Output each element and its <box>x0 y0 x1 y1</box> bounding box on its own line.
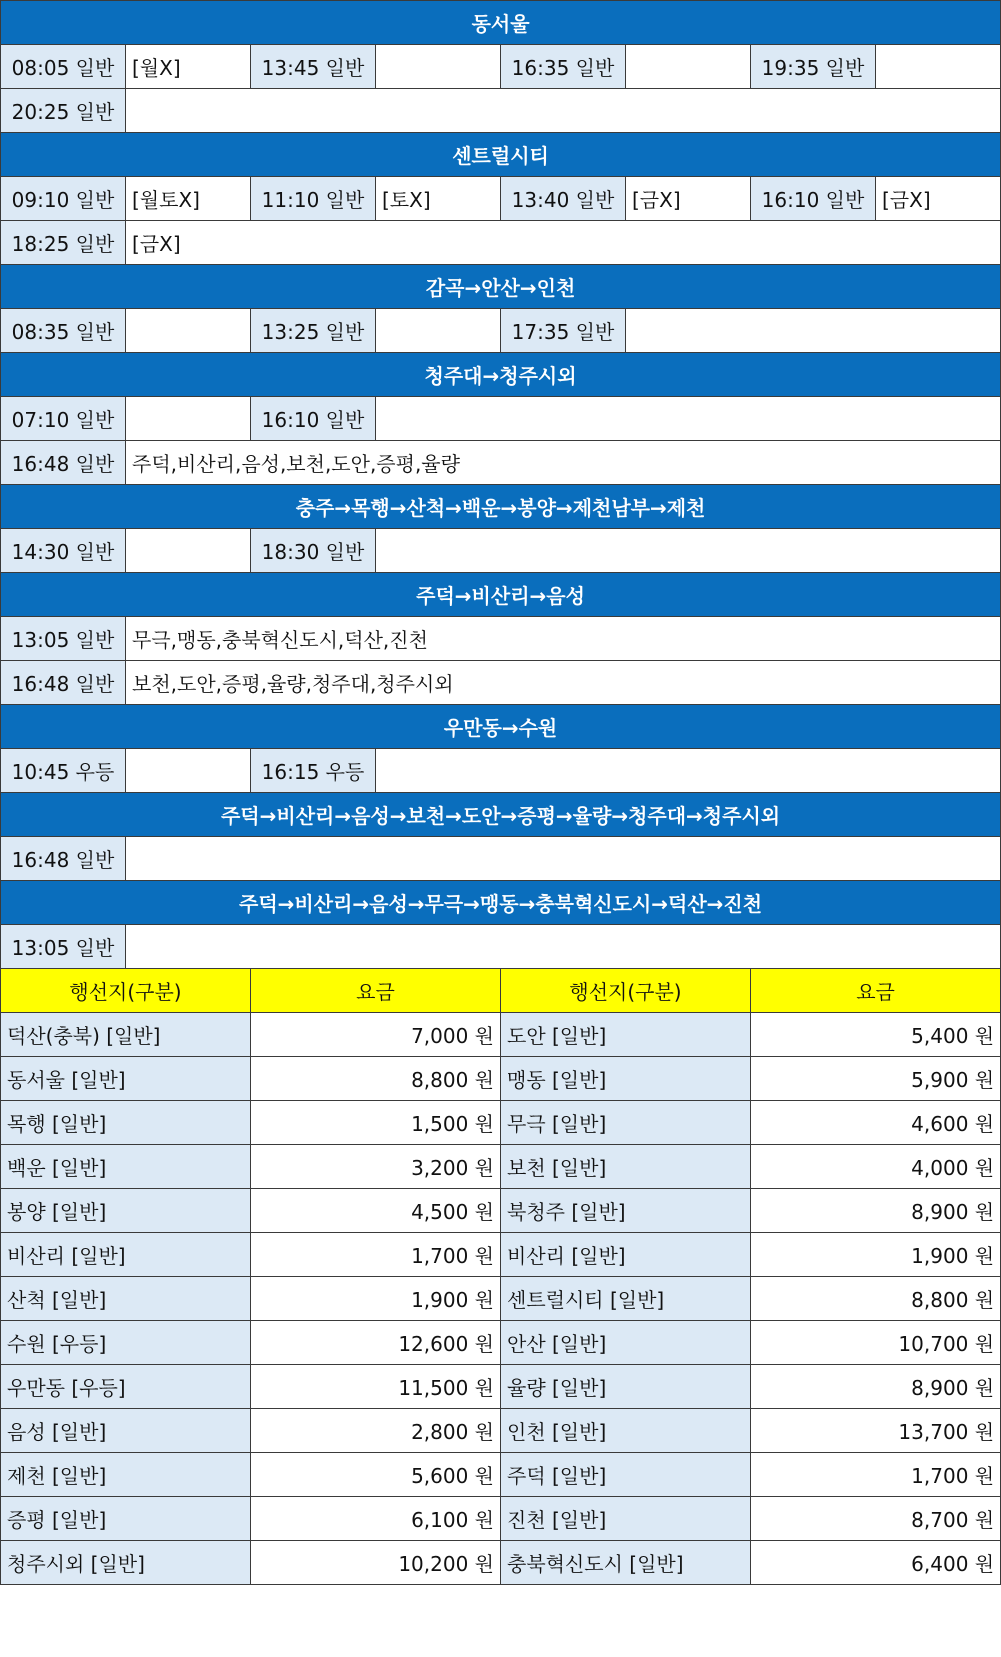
fare-destination: 센트럴시티 [일반] <box>501 1277 751 1321</box>
departure-note <box>376 45 501 89</box>
departure-time: 09:10 일반 <box>1 177 126 221</box>
fare-amount: 11,500 원 <box>251 1365 501 1409</box>
route-title: 주덕→비산리→음성→무극→맹동→충북혁신도시→덕산→진천 <box>1 881 1001 925</box>
departure-time: 16:48 일반 <box>1 661 126 705</box>
route-title: 동서울 <box>1 1 1001 45</box>
departure-note <box>126 397 251 441</box>
fare-destination: 제천 [일반] <box>1 1453 251 1497</box>
departure-note <box>376 529 1001 573</box>
departure-note: 주덕,비산리,음성,보천,도안,증평,율량 <box>126 441 1001 485</box>
departure-time: 18:25 일반 <box>1 221 126 265</box>
fare-amount: 2,800 원 <box>251 1409 501 1453</box>
schedule-row <box>1 177 1001 221</box>
departure-note <box>626 309 1001 353</box>
departure-time: 16:48 일반 <box>1 837 126 881</box>
fare-header-row <box>1 969 1001 1013</box>
departure-note: [월토X] <box>126 177 251 221</box>
schedule-row <box>1 397 1001 441</box>
departure-note <box>376 309 501 353</box>
departure-time: 14:30 일반 <box>1 529 126 573</box>
departure-note <box>876 45 1001 89</box>
route-title: 센트럴시티 <box>1 133 1001 177</box>
fare-row <box>1 1233 1001 1277</box>
schedule-row <box>1 925 1001 969</box>
fare-destination: 율량 [일반] <box>501 1365 751 1409</box>
fare-amount: 1,700 원 <box>751 1453 1001 1497</box>
departure-time: 18:30 일반 <box>251 529 376 573</box>
departure-note: [금X] <box>126 221 1001 265</box>
fare-destination-header: 행선지(구분) <box>501 969 751 1013</box>
fare-amount: 1,700 원 <box>251 1233 501 1277</box>
fare-row <box>1 1145 1001 1189</box>
route-title: 우만동→수원 <box>1 705 1001 749</box>
departure-note <box>376 397 1001 441</box>
departure-note: [금X] <box>626 177 751 221</box>
schedule-row <box>1 89 1001 133</box>
fare-destination: 무극 [일반] <box>501 1101 751 1145</box>
fare-amount-header: 요금 <box>251 969 501 1013</box>
fare-destination: 산척 [일반] <box>1 1277 251 1321</box>
fare-row <box>1 1365 1001 1409</box>
departure-time: 16:15 우등 <box>251 749 376 793</box>
fare-amount-header: 요금 <box>751 969 1001 1013</box>
departure-time: 13:05 일반 <box>1 617 126 661</box>
departure-time: 13:45 일반 <box>251 45 376 89</box>
fare-destination: 안산 [일반] <box>501 1321 751 1365</box>
fare-destination: 목행 [일반] <box>1 1101 251 1145</box>
fare-amount: 4,000 원 <box>751 1145 1001 1189</box>
departure-time: 20:25 일반 <box>1 89 126 133</box>
departure-note: 보천,도안,증평,율량,청주대,청주시외 <box>126 661 1001 705</box>
route-title: 주덕→비산리→음성 <box>1 573 1001 617</box>
departure-time: 16:10 일반 <box>251 397 376 441</box>
fare-destination: 증평 [일반] <box>1 1497 251 1541</box>
schedule-row <box>1 309 1001 353</box>
fare-row <box>1 1189 1001 1233</box>
fare-row <box>1 1409 1001 1453</box>
fare-row <box>1 1013 1001 1057</box>
schedule-row <box>1 441 1001 485</box>
departure-note <box>376 749 1001 793</box>
schedule-row <box>1 45 1001 89</box>
schedule-row <box>1 749 1001 793</box>
fare-amount: 6,400 원 <box>751 1541 1001 1585</box>
departure-time: 13:25 일반 <box>251 309 376 353</box>
departure-note <box>126 749 251 793</box>
departure-time: 19:35 일반 <box>751 45 876 89</box>
fare-row <box>1 1101 1001 1145</box>
fare-destination: 청주시외 [일반] <box>1 1541 251 1585</box>
departure-time: 08:05 일반 <box>1 45 126 89</box>
departure-note <box>126 837 1001 881</box>
departure-time: 16:48 일반 <box>1 441 126 485</box>
fare-row <box>1 1321 1001 1365</box>
fare-amount: 8,700 원 <box>751 1497 1001 1541</box>
route-header-row <box>1 1 1001 45</box>
fare-destination: 수원 [우등] <box>1 1321 251 1365</box>
route-header-row <box>1 881 1001 925</box>
fare-destination: 주덕 [일반] <box>501 1453 751 1497</box>
fare-destination: 진천 [일반] <box>501 1497 751 1541</box>
schedule-row <box>1 617 1001 661</box>
fare-amount: 5,400 원 <box>751 1013 1001 1057</box>
route-header-row <box>1 353 1001 397</box>
route-header-row <box>1 485 1001 529</box>
fare-destination: 비산리 [일반] <box>1 1233 251 1277</box>
fare-row <box>1 1497 1001 1541</box>
route-header-row <box>1 705 1001 749</box>
fare-destination-header: 행선지(구분) <box>1 969 251 1013</box>
departure-time: 10:45 우등 <box>1 749 126 793</box>
fare-amount: 1,900 원 <box>751 1233 1001 1277</box>
fare-amount: 5,600 원 <box>251 1453 501 1497</box>
departure-note <box>126 925 1001 969</box>
schedule-row <box>1 529 1001 573</box>
fare-row <box>1 1057 1001 1101</box>
fare-amount: 8,800 원 <box>751 1277 1001 1321</box>
route-title: 청주대→청주시외 <box>1 353 1001 397</box>
departure-time: 16:35 일반 <box>501 45 626 89</box>
fare-amount: 4,600 원 <box>751 1101 1001 1145</box>
route-header-row <box>1 573 1001 617</box>
route-header-row <box>1 793 1001 837</box>
fare-amount: 1,500 원 <box>251 1101 501 1145</box>
fare-amount: 3,200 원 <box>251 1145 501 1189</box>
schedule-row <box>1 221 1001 265</box>
route-header-row <box>1 265 1001 309</box>
departure-note: [토X] <box>376 177 501 221</box>
departure-time: 17:35 일반 <box>501 309 626 353</box>
departure-note: [월X] <box>126 45 251 89</box>
departure-note: [금X] <box>876 177 1001 221</box>
fare-amount: 4,500 원 <box>251 1189 501 1233</box>
route-header-row <box>1 133 1001 177</box>
fare-amount: 6,100 원 <box>251 1497 501 1541</box>
fare-amount: 8,800 원 <box>251 1057 501 1101</box>
departure-note <box>126 89 1001 133</box>
departure-time: 13:40 일반 <box>501 177 626 221</box>
fare-row <box>1 1277 1001 1321</box>
route-title: 충주→목행→산척→백운→봉양→제천남부→제천 <box>1 485 1001 529</box>
schedule-row <box>1 661 1001 705</box>
fare-destination: 인천 [일반] <box>501 1409 751 1453</box>
fare-amount: 13,700 원 <box>751 1409 1001 1453</box>
fare-amount: 12,600 원 <box>251 1321 501 1365</box>
fare-destination: 도안 [일반] <box>501 1013 751 1057</box>
fare-destination: 비산리 [일반] <box>501 1233 751 1277</box>
fare-destination: 맹동 [일반] <box>501 1057 751 1101</box>
fare-amount: 8,900 원 <box>751 1365 1001 1409</box>
fare-destination: 보천 [일반] <box>501 1145 751 1189</box>
departure-note <box>126 529 251 573</box>
fare-row <box>1 1541 1001 1585</box>
fare-destination: 북청주 [일반] <box>501 1189 751 1233</box>
fare-amount: 8,900 원 <box>751 1189 1001 1233</box>
fare-amount: 7,000 원 <box>251 1013 501 1057</box>
fare-row <box>1 1453 1001 1497</box>
fare-destination: 백운 [일반] <box>1 1145 251 1189</box>
fare-amount: 10,200 원 <box>251 1541 501 1585</box>
fare-amount: 5,900 원 <box>751 1057 1001 1101</box>
departure-time: 07:10 일반 <box>1 397 126 441</box>
departure-time: 08:35 일반 <box>1 309 126 353</box>
route-title: 주덕→비산리→음성→보천→도안→증평→율량→청주대→청주시외 <box>1 793 1001 837</box>
fare-destination: 봉양 [일반] <box>1 1189 251 1233</box>
fare-destination: 덕산(충북) [일반] <box>1 1013 251 1057</box>
fare-destination: 충북혁신도시 [일반] <box>501 1541 751 1585</box>
fare-destination: 동서울 [일반] <box>1 1057 251 1101</box>
fare-amount: 1,900 원 <box>251 1277 501 1321</box>
fare-amount: 10,700 원 <box>751 1321 1001 1365</box>
departure-note <box>126 309 251 353</box>
fare-destination: 우만동 [우등] <box>1 1365 251 1409</box>
departure-time: 13:05 일반 <box>1 925 126 969</box>
departure-time: 11:10 일반 <box>251 177 376 221</box>
departure-note: 무극,맹동,충북혁신도시,덕산,진천 <box>126 617 1001 661</box>
fare-destination: 음성 [일반] <box>1 1409 251 1453</box>
departure-time: 16:10 일반 <box>751 177 876 221</box>
schedule-row <box>1 837 1001 881</box>
route-title: 감곡→안산→인천 <box>1 265 1001 309</box>
departure-note <box>626 45 751 89</box>
